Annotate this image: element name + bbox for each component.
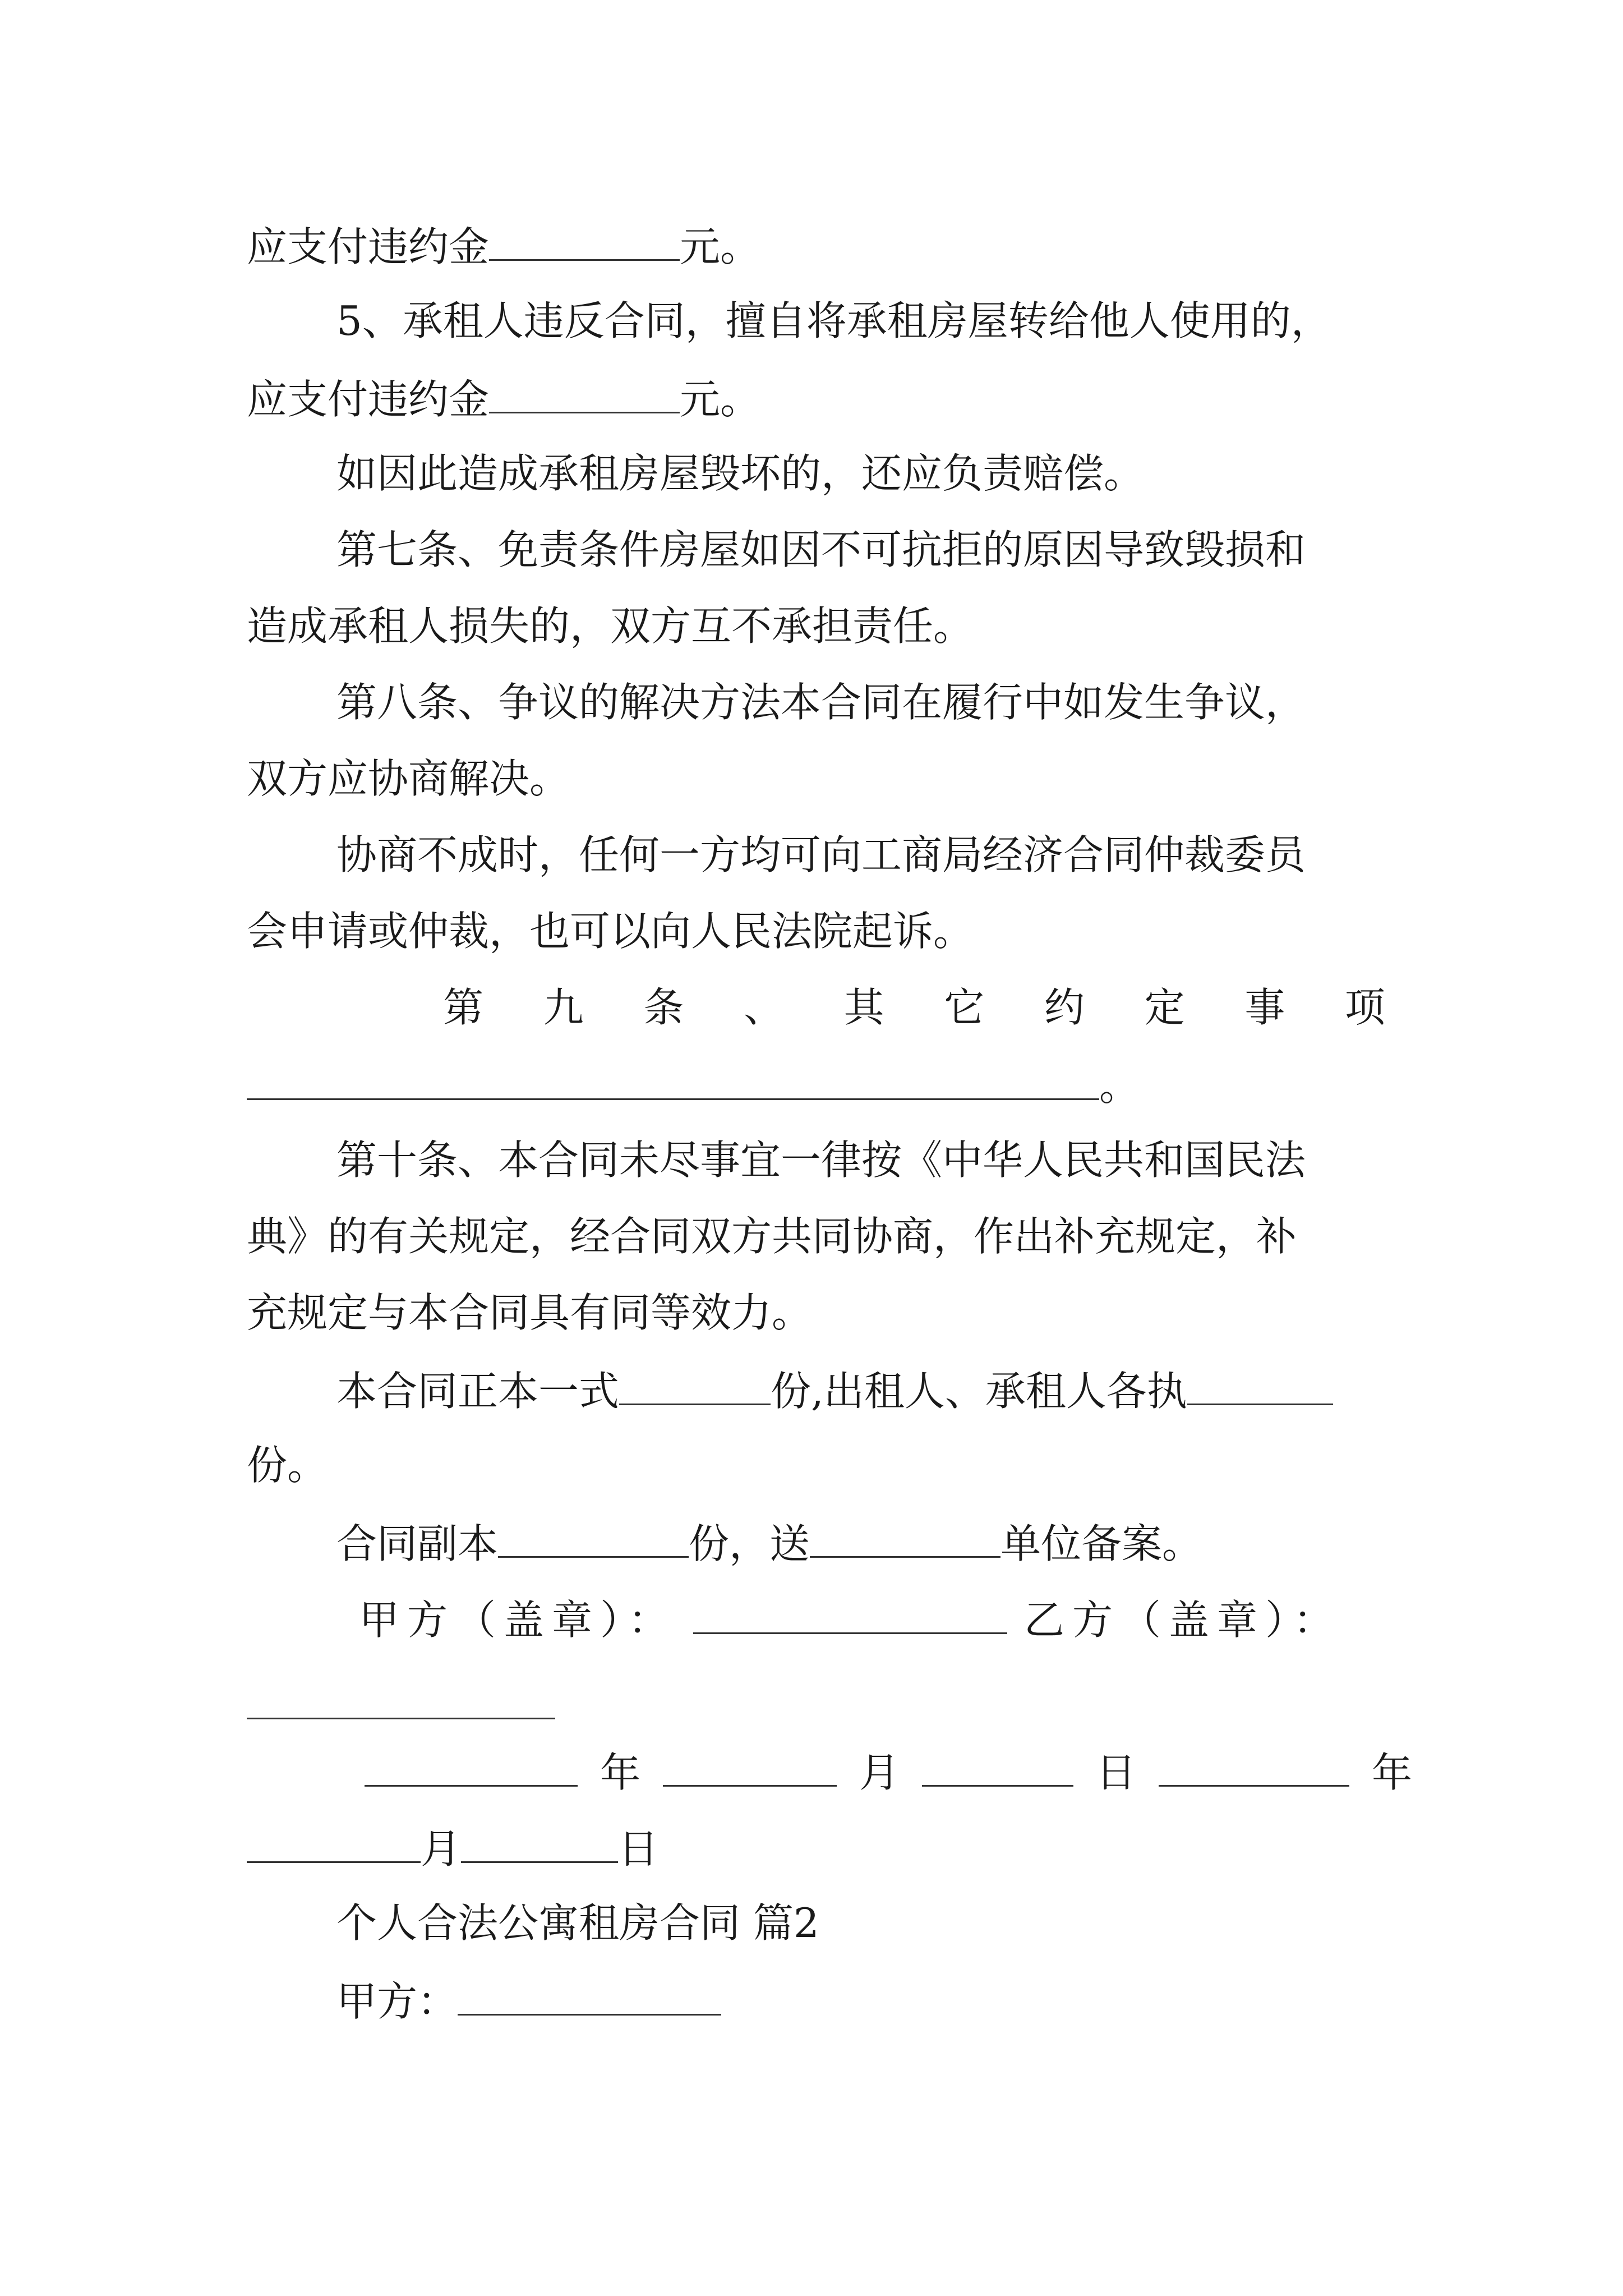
text-line [336,1368,1333,1415]
text-segment: 。 [1099,1062,1140,1110]
fill-blank[interactable] [810,1521,1000,1558]
text-segment: 九 [543,984,584,1031]
text-segment: 充规定与本合同具有同等效力。 [247,1289,813,1336]
party-a-seal-blank[interactable] [693,1598,1007,1634]
text-line [336,1978,721,2025]
day-label: 日 [618,1825,659,1872]
party-a-label: 甲方（盖章）： [359,1596,677,1644]
fill-blank[interactable] [489,377,680,413]
text-segment: 协商不成时，任何一方均可向工商局经济合同仲裁委员 [336,831,1306,878]
party-a-name-label: 甲方： [336,1978,458,2025]
text-line [247,908,974,955]
text-segment: 它 [944,984,985,1031]
text-segment: 个人合法公寓租房合同 篇2 [336,1899,819,1947]
text-segment: 事 [1244,984,1285,1031]
year-label: 年 [1372,1749,1413,1796]
text-segment: 条 [643,984,684,1031]
text-segment: 5、承租人违反合同，擅自将承租房屋转给他人使用的， [336,297,1331,344]
year-label: 年 [600,1749,641,1796]
text-segment: 元。 [680,223,761,270]
text-segment: 定 [1144,984,1185,1031]
month-label: 月 [859,1749,900,1796]
text-segment: 第八条、争议的解决方法本合同在履行中如发生争议， [336,679,1306,726]
text-line [247,1062,1140,1110]
text-segment: 份，送 [689,1520,810,1567]
text-line [336,831,1306,878]
date-line [365,1749,1413,1796]
year-blank[interactable] [1159,1750,1349,1787]
text-line [247,755,570,802]
party-b-seal-blank[interactable] [247,1718,555,1719]
day-blank[interactable] [922,1750,1073,1787]
text-segment: 双方应协商解决。 [247,755,570,802]
text-line [336,1137,1306,1184]
day-blank[interactable] [461,1826,618,1863]
text-segment: 如因此造成承租房屋毁坏的，还应负责赔偿。 [336,450,1145,497]
text-segment: 、 [743,984,784,1031]
text-segment: 份,出租人、承租人各执 [771,1368,1187,1415]
month-blank[interactable] [247,1826,421,1863]
text-segment: 第 [443,984,484,1031]
text-segment: 本合同正本一式 [336,1368,620,1415]
year-blank[interactable] [365,1750,578,1787]
text-line [336,297,1331,344]
section-title [336,1899,819,1947]
signature-line [359,1596,1342,1644]
text-segment: 会申请或仲裁，也可以向人民法院起诉。 [247,908,974,955]
text-segment: 份。 [247,1442,328,1489]
fill-blank[interactable] [619,1369,771,1405]
text-segment: 第七条、免责条件房屋如因不可抗拒的原因导致毁损和 [336,526,1306,573]
text-line [336,526,1306,573]
text-segment: 单位备案。 [1000,1520,1203,1567]
text-segment: 合同副本 [336,1520,499,1567]
day-label: 日 [1096,1749,1137,1796]
text-segment: 元。 [680,376,761,423]
text-segment: 其 [843,984,884,1031]
text-segment: 应支付违约金 [247,223,490,270]
fill-blank[interactable] [247,1064,1099,1100]
party-b-label: 乙方（盖章）： [1024,1596,1342,1644]
month-label: 月 [421,1825,462,1872]
text-line [247,1213,1297,1260]
text-line [247,376,761,423]
text-line [247,1289,813,1336]
text-line [336,679,1306,726]
text-line [336,450,1145,497]
text-segment: 典》的有关规定，经合同双方共同协商，作出补充规定，补 [247,1213,1297,1260]
fill-blank[interactable] [489,224,680,261]
fill-blank[interactable] [1187,1369,1333,1405]
month-blank[interactable] [663,1750,837,1787]
article-nine-heading [443,984,1385,1031]
party-a-name-blank[interactable] [458,1979,721,2016]
date-line [247,1825,659,1872]
text-line [247,1442,328,1489]
text-segment: 第十条、本合同未尽事宜一律按《中华人民共和国民法 [336,1137,1306,1184]
text-line [247,223,761,270]
text-line [336,1520,1203,1567]
fill-blank[interactable] [498,1521,689,1558]
text-line [247,602,974,650]
text-segment: 应支付违约金 [247,376,490,423]
text-segment: 约 [1044,984,1085,1031]
text-segment: 项 [1344,984,1385,1031]
text-segment: 造成承租人损失的，双方互不承担责任。 [247,602,974,650]
